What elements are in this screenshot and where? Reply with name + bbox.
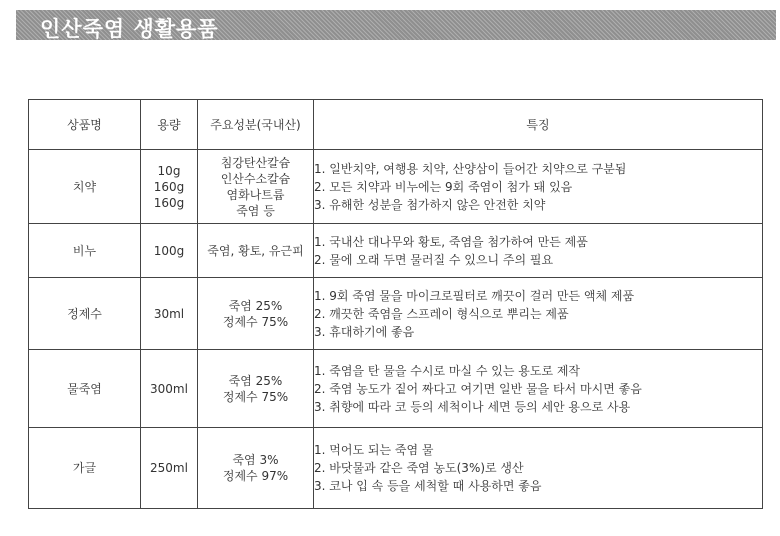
feature-line: 2. 죽염 농도가 짙어 짜다고 여기면 일반 물을 타서 마시면 좋음: [314, 381, 642, 396]
feature-line: 3. 휴대하기에 좋음: [314, 324, 415, 339]
product-name: 치약: [29, 150, 141, 224]
feature-line: 3. 유해한 성분을 첨가하지 않은 안전한 치약: [314, 197, 546, 212]
volume-line: 10g: [157, 163, 181, 178]
product-name: 비누: [29, 224, 141, 278]
feature-line: 3. 취향에 따라 코 등의 세척이나 세면 등의 세안 용으로 사용: [314, 399, 631, 414]
product-volume: [141, 278, 198, 350]
product-ingredients: [198, 224, 314, 278]
header-volume: 용량: [141, 100, 198, 150]
feature-line: 1. 먹어도 되는 죽염 물: [314, 443, 434, 457]
table-row: [29, 224, 763, 278]
ingredient-line: 인산수소칼슘: [220, 171, 291, 186]
table-row: [29, 350, 763, 428]
product-features: [314, 428, 763, 509]
product-volume: [141, 224, 198, 278]
ingredient-line: 정제수 75%: [222, 389, 289, 404]
header-product-name: 상품명: [29, 100, 141, 150]
feature-line: 3. 코나 입 속 등을 세척할 때 사용하면 좋음: [314, 479, 542, 493]
product-volume: [141, 350, 198, 428]
feature-line: 1. 국내산 대나무와 황토, 죽염을 첨가하여 만든 제품: [314, 234, 588, 249]
header-features: 특징: [314, 100, 763, 150]
table-row: [29, 428, 763, 509]
volume-line: 300ml: [150, 381, 188, 396]
feature-line: 2. 바닷물과 같은 죽염 농도(3%)로 생산: [314, 461, 524, 475]
feature-line: 1. 죽염을 탄 물을 수시로 마실 수 있는 용도로 제작: [314, 363, 581, 378]
ingredient-line: 정제수 97%: [222, 469, 289, 483]
page-title: 인산죽염 생활용품: [40, 17, 219, 41]
table-row: [29, 278, 763, 350]
volume-line: 250ml: [150, 461, 188, 475]
header-ingredients: 주요성분(국내산): [198, 100, 314, 150]
product-name: 물죽염: [29, 350, 141, 428]
product-features: [314, 150, 763, 224]
volume-line: 160g: [153, 195, 185, 210]
ingredient-line: 정제수 75%: [222, 314, 289, 329]
product-ingredients: [198, 278, 314, 350]
feature-line: 2. 모든 치약과 비누에는 9회 죽염이 첨가 돼 있음: [314, 179, 573, 194]
ingredient-line: 죽염 등: [236, 203, 275, 218]
product-features: [314, 224, 763, 278]
volume-line: 30ml: [153, 306, 185, 321]
feature-line: 2. 물에 오래 두면 물러질 수 있으니 주의 필요: [314, 252, 554, 267]
feature-line: 2. 깨끗한 죽염을 스프레이 형식으로 뿌리는 제품: [314, 306, 569, 321]
volume-line: 160g: [153, 179, 185, 194]
feature-line: 1. 9회 죽염 물을 마이크로필터로 깨끗이 걸러 만든 액체 제품: [314, 288, 635, 303]
product-volume: [141, 428, 198, 509]
volume-line: 100g: [153, 243, 185, 258]
ingredient-line: 염화나트륨: [226, 187, 285, 202]
product-features: [314, 278, 763, 350]
feature-line: 1. 일반치약, 여행용 치약, 산양삼이 들어간 치약으로 구분됨: [314, 161, 627, 176]
title-banner: [16, 10, 776, 40]
product-name: 정제수: [29, 278, 141, 350]
product-ingredients: [198, 150, 314, 224]
ingredient-line: 죽염 25%: [228, 373, 283, 388]
ingredient-line: 죽염, 황토, 유근피: [207, 243, 304, 258]
table-header-row: [29, 100, 763, 150]
product-features: [314, 350, 763, 428]
table-row: [29, 150, 763, 224]
ingredient-line: 침강탄산칼슘: [220, 155, 291, 170]
product-name: 가글: [29, 428, 141, 509]
product-volume: [141, 150, 198, 224]
ingredient-line: 죽염 25%: [228, 298, 283, 313]
product-ingredients: [198, 350, 314, 428]
product-ingredients: [198, 428, 314, 509]
product-table: [28, 99, 763, 509]
ingredient-line: 죽염 3%: [232, 453, 279, 467]
